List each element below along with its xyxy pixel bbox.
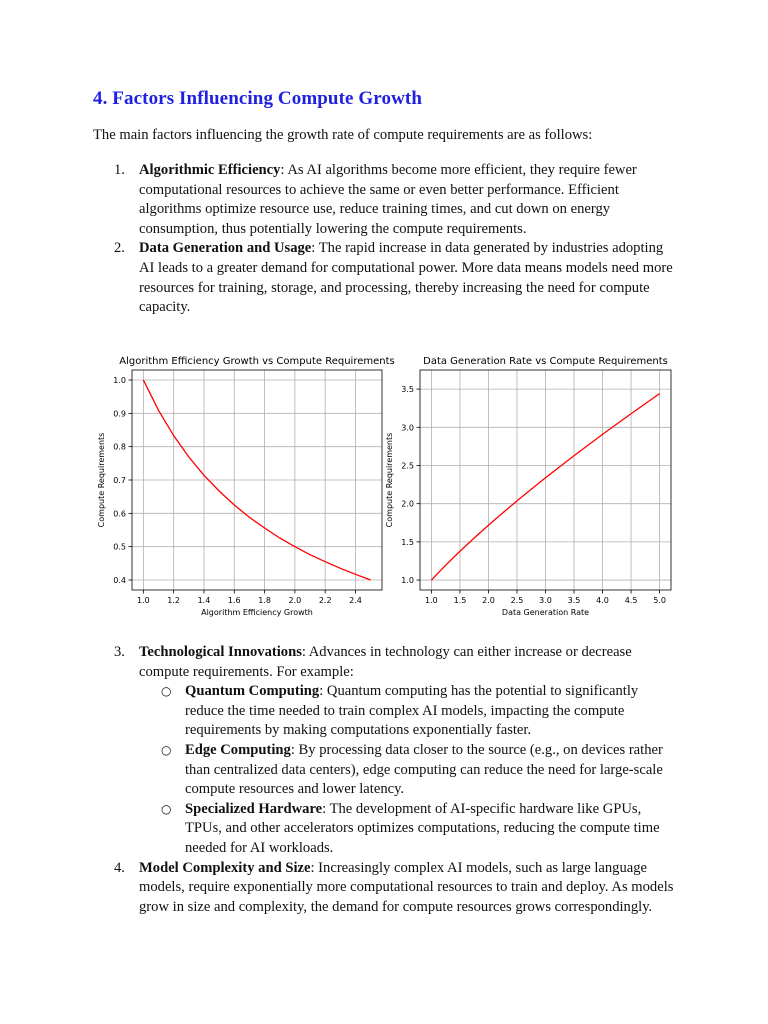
- section-heading: 4. Factors Influencing Compute Growth: [93, 88, 422, 109]
- y-tick-label: 1.0: [401, 576, 414, 586]
- item-text: : As AI algorithms become more efficient, they require fewer computational resources to achieve the same or even better performance. Efficient algorithms optimize resource use, reduce training times, and cut down on energy consumption, thus potentially lowering the compute requirements.: [139, 162, 637, 237]
- subitem-text: : By processing data closer to the source (e.g., on devices rather than centralized data centers), edge computing can reduce the need for large-scale compute resources and lower latency.: [185, 741, 663, 798]
- list-number: 2.: [114, 240, 125, 257]
- charts-figure: [96, 348, 676, 628]
- x-tick-label: 2.0: [288, 596, 302, 605]
- factor-list-part1: [93, 161, 678, 318]
- y-tick-label: 0.8: [113, 442, 126, 452]
- innovation-sublist: [139, 682, 678, 858]
- subitem-edge-computing: [139, 741, 678, 800]
- list-item-algorithmic-efficiency: [93, 161, 678, 239]
- item-text: : The rapid increase in data generated by industries adopting AI leads to a greater demand for computational power. More data means models need more resources for training, storage, and processing, thereby increasing the need for compute capacity.: [139, 240, 673, 316]
- list-item-data-generation: [93, 239, 678, 317]
- intro-paragraph: The main factors influencing the growth rate of compute requirements are as follows:: [93, 127, 593, 143]
- x-tick-label: 1.5: [453, 596, 467, 605]
- y-tick-label: 2.5: [401, 461, 414, 471]
- subitem-specialized-hardware: [139, 800, 678, 859]
- charts-svg: [96, 348, 676, 628]
- item-text: : Advances in technology can either increase or decrease compute requirements. For example:: [139, 644, 632, 680]
- x-tick-label: 1.8: [258, 596, 271, 605]
- y-tick-label: 0.9: [113, 409, 126, 419]
- list-item-technological-innovations: [93, 643, 678, 859]
- x-tick-label: 2.5: [510, 596, 524, 605]
- subitem-quantum-computing: [139, 682, 678, 741]
- x-tick-label: 3.0: [539, 596, 552, 605]
- circle-bullet-icon: ○: [161, 801, 172, 816]
- item-title: Model Complexity and Size: [139, 859, 311, 876]
- item-title: Data Generation and Usage: [139, 240, 312, 257]
- x-tick-label: 2.2: [318, 596, 332, 605]
- x-tick-label: 1.2: [167, 596, 181, 605]
- list-number: 4.: [114, 859, 125, 876]
- list-item-model-complexity: [93, 859, 678, 918]
- y-axis-label: Compute Requirements: [385, 432, 394, 528]
- list-number: 1.: [114, 162, 125, 178]
- subitem-text: : Quantum computing has the potential to significantly reduce the time needed to train complex AI models, impacting the compute requirements by making computations exponentially faster.: [185, 683, 639, 739]
- x-axis-label: Algorithm Efficiency Growth: [201, 608, 313, 617]
- subitem-text: : The development of AI-specific hardware like GPUs, TPUs, and other accelerators optimizes computations, reducing the compute time needed for AI workloads.: [185, 800, 660, 856]
- circle-bullet-icon: ○: [161, 742, 172, 757]
- x-tick-label: 3.5: [567, 596, 581, 605]
- y-tick-label: 1.0: [113, 376, 126, 385]
- chart-title: Data Generation Rate vs Compute Requirements: [423, 356, 668, 367]
- item-title: Technological Innovations: [139, 644, 302, 660]
- x-tick-label: 1.6: [227, 596, 241, 605]
- list-number: 3.: [114, 644, 125, 660]
- item-text: : Increasingly complex AI models, such as large language models, require exponentially more computational resources to train and deploy. As models grow in size and complexity, the demand for compute resources grows correspondingly.: [139, 859, 674, 915]
- factor-list-part2: [93, 643, 678, 917]
- x-tick-label: 5.0: [653, 596, 666, 605]
- subitem-title: Edge Computing: [185, 741, 291, 758]
- subitem-title: Quantum Computing: [185, 683, 320, 700]
- chart-title: Algorithm Efficiency Growth vs Compute Requirements: [119, 356, 395, 367]
- y-tick-label: 0.4: [113, 576, 126, 585]
- x-tick-label: 4.0: [596, 596, 609, 605]
- y-tick-label: 3.0: [401, 423, 414, 433]
- y-tick-label: 1.5: [401, 537, 414, 547]
- circle-bullet-icon: ○: [161, 684, 172, 699]
- x-tick-label: 2.4: [349, 596, 362, 605]
- y-tick-label: 3.5: [401, 385, 414, 395]
- x-tick-label: 1.4: [197, 596, 211, 605]
- y-tick-label: 2.0: [401, 499, 414, 509]
- x-tick-label: 1.0: [136, 596, 150, 605]
- y-tick-label: 0.5: [113, 542, 126, 552]
- item-title: Algorithmic Efficiency: [139, 162, 281, 178]
- x-tick-label: 2.0: [482, 596, 495, 605]
- x-tick-label: 4.5: [624, 596, 638, 605]
- y-tick-label: 0.6: [113, 509, 126, 519]
- subitem-title: Specialized Hardware: [185, 800, 323, 817]
- x-axis-label: Data Generation Rate: [501, 608, 590, 617]
- y-tick-label: 0.7: [113, 476, 126, 485]
- x-tick-label: 1.0: [425, 596, 438, 605]
- y-axis-label: Compute Requirements: [97, 432, 106, 528]
